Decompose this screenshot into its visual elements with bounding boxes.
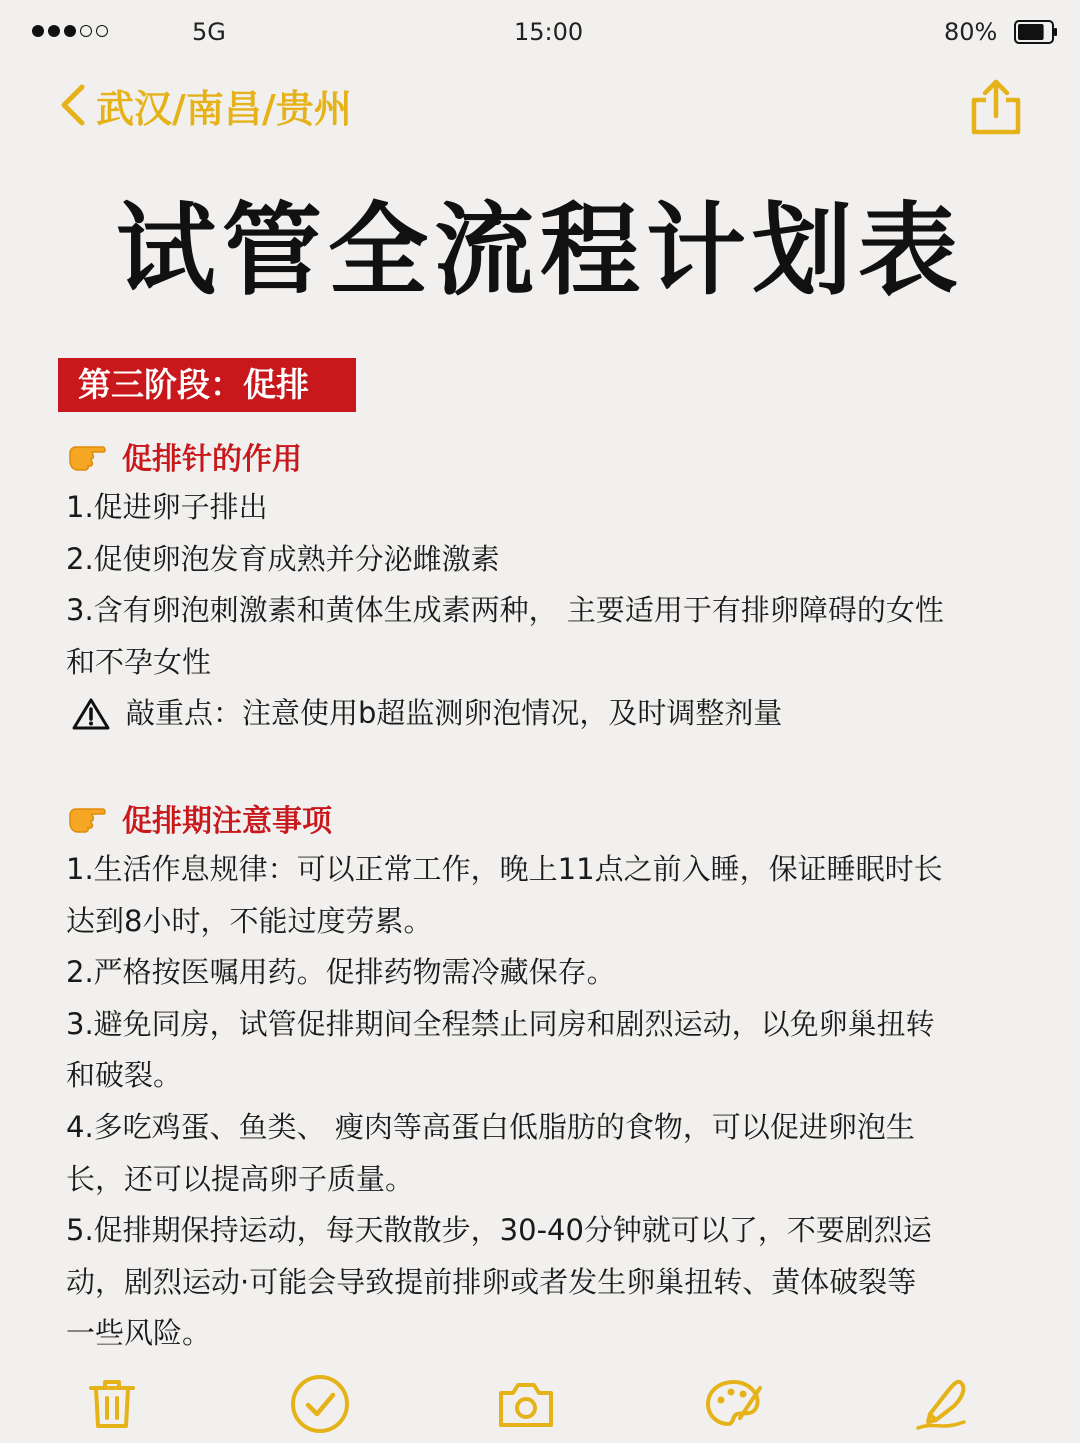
section-heading xyxy=(66,792,1028,844)
share-icon[interactable] xyxy=(968,78,1024,136)
warning-text: 敲重点：注意使用b超监测卵泡情况，及时调整剂量 xyxy=(126,696,783,731)
note-line: 5.促排期保持运动，每天散散步，30-40分钟就可以了，不要剧烈运 xyxy=(66,1213,932,1248)
note-line: 和不孕女性 xyxy=(66,644,212,679)
signal-dot xyxy=(80,25,92,37)
battery-icon xyxy=(1014,20,1058,44)
note-line: 2.促使卵泡发育成熟并分泌雌激素 xyxy=(66,541,500,576)
section-heading xyxy=(66,430,1028,482)
note-line: 达到8小时，不能过度劳累。 xyxy=(66,903,433,938)
checklist-button[interactable] xyxy=(288,1372,352,1436)
note-content[interactable] xyxy=(66,430,1028,1360)
signal-dot xyxy=(48,25,60,37)
pen-icon xyxy=(914,1376,970,1432)
note-line: 3.含有卵泡刺激素和黄体生成素两种， 主要适用于有排卵障碍的女性 xyxy=(66,593,944,628)
camera-icon xyxy=(497,1379,555,1429)
camera-button[interactable] xyxy=(494,1372,558,1436)
palette-icon xyxy=(704,1378,764,1430)
status-time: 15:00 xyxy=(514,18,584,46)
back-label: 武汉/南昌/贵州 xyxy=(96,86,352,131)
note-line: 长，还可以提高卵子质量。 xyxy=(66,1161,415,1196)
battery-percent: 80% xyxy=(944,18,998,46)
section-heading-text: 促排期注意事项 xyxy=(122,803,332,839)
bottom-toolbar xyxy=(0,1372,1080,1436)
signal-dot xyxy=(96,25,108,37)
network-type: 5G xyxy=(192,18,226,46)
pointing-hand-icon xyxy=(66,801,110,835)
back-button[interactable] xyxy=(58,78,352,132)
warning-line xyxy=(66,688,1028,740)
signal-dot xyxy=(64,25,76,37)
note-line: 1.生活作息规律：可以正常工作，晚上11点之前入睡，保证睡眠时长 xyxy=(66,851,943,886)
checklist-icon xyxy=(289,1373,351,1435)
signal-strength-icon xyxy=(32,25,108,37)
nav-bar xyxy=(0,78,1080,138)
chevron-left-icon xyxy=(58,83,86,127)
signal-dot xyxy=(32,25,44,37)
section-heading-text: 促排针的作用 xyxy=(122,442,302,477)
note-line: 一些风险。 xyxy=(66,1316,212,1351)
trash-icon xyxy=(87,1376,137,1432)
note-line: 3.避免同房，试管促排期间全程禁止同房和剧烈运动，以免卵巢扭转 xyxy=(66,1006,935,1041)
page-title: 试管全流程计划表 xyxy=(116,192,964,309)
pointing-hand-icon xyxy=(66,439,110,473)
trash-button[interactable] xyxy=(80,1372,144,1436)
note-line: 2.严格按医嘱用药。促排药物需冷藏保存。 xyxy=(66,955,616,990)
note-line: 和破裂。 xyxy=(66,1058,183,1093)
compose-button[interactable] xyxy=(910,1372,974,1436)
markup-button[interactable] xyxy=(702,1372,766,1436)
note-line: 动，剧烈运动·可能会导致提前排卵或者发生卵巢扭转、黄体破裂等 xyxy=(66,1264,917,1299)
status-bar xyxy=(0,0,1080,66)
stage-badge: 第三阶段：促排 xyxy=(58,358,356,412)
warning-icon xyxy=(72,697,110,731)
note-line: 4.多吃鸡蛋、鱼类、 瘦肉等高蛋白低脂肪的食物，可以促进卵泡生 xyxy=(66,1109,915,1144)
note-line: 1.促进卵子排出 xyxy=(66,490,268,524)
